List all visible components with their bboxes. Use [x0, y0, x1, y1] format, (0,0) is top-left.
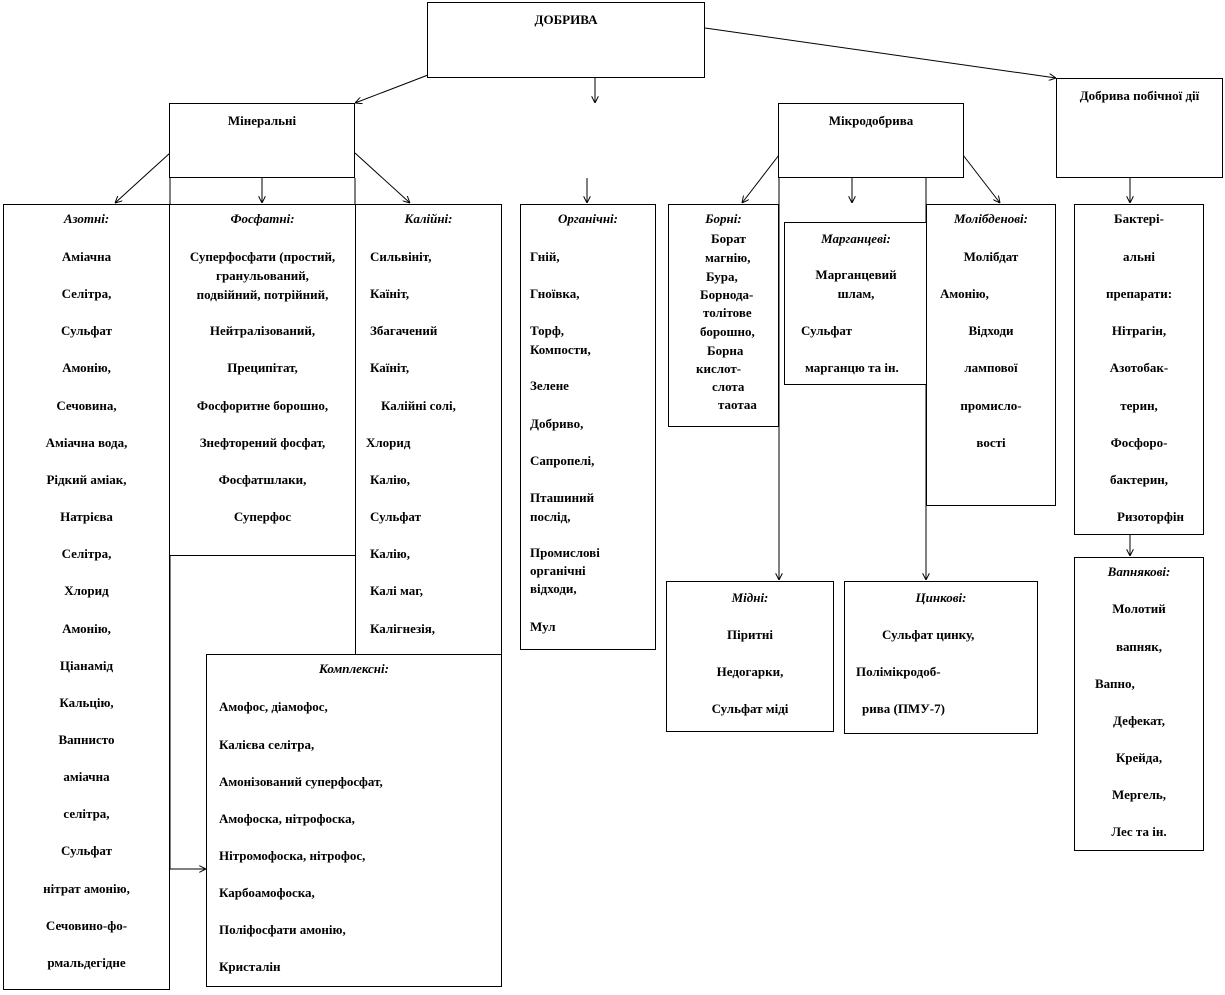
list-item: Полімікродоб-: [856, 664, 941, 679]
list-item: Борнода-: [700, 287, 754, 302]
list-item: Знефторений фосфат,: [199, 435, 326, 450]
list-item: Калі маг,: [370, 583, 423, 598]
list-item: Калію,: [370, 472, 410, 487]
list-item: нітрат амонію,: [43, 881, 130, 896]
list-item: рива (ПМУ-7): [862, 701, 945, 716]
list-item: Сульфат: [61, 323, 112, 338]
list-item: Бура,: [706, 269, 738, 284]
list-item: терин,: [1120, 398, 1158, 413]
lime-heading: Вапнякові:: [1107, 564, 1171, 579]
list-item: Кристалін: [219, 959, 281, 974]
manganese-heading: Марганцеві:: [821, 231, 891, 246]
list-item: Селітра,: [61, 546, 112, 561]
list-item: Хлорид: [366, 435, 411, 450]
list-item: Калію,: [370, 546, 410, 561]
list-item: Карбоамофоска,: [219, 885, 315, 900]
potassium-node: [355, 204, 502, 655]
list-item: Вапно,: [1095, 676, 1135, 691]
list-item: аміачна: [63, 769, 110, 784]
list-item: Гноївка,: [530, 286, 580, 301]
list-item: Дефекат,: [1113, 713, 1165, 728]
micro-node: [778, 103, 964, 178]
list-item: слота: [712, 379, 745, 394]
list-item: Відходи: [968, 323, 1014, 338]
list-item: послід,: [530, 509, 571, 524]
list-item: Нітромофоска, нітрофос,: [219, 848, 366, 863]
list-item: Калігнезія,: [370, 621, 436, 636]
list-item: гранульований,: [216, 268, 309, 283]
arrow-root-to-mineral: [355, 75, 428, 103]
list-item: Фосфоро-: [1110, 435, 1168, 450]
arrow-micro-to-molybdenum: [963, 155, 1000, 203]
list-item: Амонізований суперфосфат,: [219, 774, 383, 789]
list-item: Бактері-: [1114, 211, 1164, 226]
list-item: альні: [1123, 249, 1155, 264]
list-item: бактерин,: [1109, 472, 1169, 487]
list-item: Аміачна вода,: [45, 435, 128, 450]
list-item: Пташиний: [530, 490, 595, 505]
potassium-heading: Калійні:: [404, 211, 453, 226]
list-item: Молотий: [1112, 601, 1166, 616]
list-item: Вапнисто: [58, 732, 115, 747]
list-item: Промислові: [530, 545, 600, 560]
list-item: Амофос, діамофос,: [219, 699, 328, 714]
list-item: Борат: [711, 231, 746, 246]
list-item: Сечовина,: [56, 398, 117, 413]
list-item: Каїніт,: [370, 360, 410, 375]
boron-heading: Борні:: [705, 211, 742, 226]
nitrogen-heading: Азотні:: [63, 211, 110, 226]
list-item: Мул: [530, 619, 556, 634]
list-item: Рідкий аміак,: [46, 472, 127, 487]
arrow-micro-to-boron: [742, 155, 779, 203]
molybdenum-node: [926, 204, 1056, 506]
list-item: Сульфат: [61, 843, 112, 858]
side-effect-node: [1056, 78, 1223, 178]
zinc-heading: Цинкові:: [915, 590, 967, 605]
list-item: Добриво,: [530, 416, 584, 431]
micro-title: Мікродобрива: [828, 113, 914, 128]
list-item: Недогарки,: [716, 664, 784, 679]
list-item: відходи,: [530, 581, 577, 596]
list-item: Амофоска, нітрофоска,: [219, 811, 355, 826]
arrow-mineral-to-nitrogen: [115, 153, 170, 203]
complex-node: [206, 654, 502, 987]
list-item: толітове: [703, 305, 752, 320]
list-item: препарати:: [1105, 286, 1173, 301]
side-effect-title: Добрива побічної дії: [1079, 88, 1200, 103]
list-item: органічні: [530, 563, 586, 578]
list-item: Компости,: [530, 342, 591, 357]
list-item: Лес та ін.: [1111, 824, 1167, 839]
bacterial-node: [1074, 204, 1204, 535]
list-item: Мергель,: [1111, 787, 1167, 802]
list-item: вапняк,: [1115, 639, 1163, 654]
list-item: Амонію,: [62, 621, 111, 636]
copper-node: [666, 581, 834, 732]
list-item: Суперфосфати (простий,: [189, 249, 336, 264]
list-item: Амонію,: [940, 286, 989, 301]
list-item: Суперфос: [233, 509, 292, 524]
boron-node: [668, 204, 779, 427]
nitrogen-node: [3, 204, 170, 990]
lime-node: [1074, 557, 1204, 851]
list-item: Марганцевий: [815, 267, 897, 282]
list-item: магнію,: [705, 250, 751, 265]
list-item: Ризоторфін: [1117, 509, 1184, 524]
list-item: Ціанамід: [59, 658, 114, 673]
molybdenum-heading: Молібденові:: [953, 211, 1028, 226]
list-item: вості: [976, 435, 1006, 450]
list-item: Сульфат: [370, 509, 421, 524]
list-item: Борна: [707, 343, 744, 358]
list-item: Піритні: [727, 627, 773, 642]
list-item: Хлорид: [64, 583, 109, 598]
list-item: Зелене: [530, 378, 569, 393]
mineral-title: Мінеральні: [227, 113, 297, 128]
phosphate-heading: Фосфатні:: [230, 211, 295, 226]
list-item: кислот-: [696, 361, 742, 376]
list-item: Амонію,: [62, 360, 111, 375]
list-item: Сульфат міді: [711, 701, 789, 716]
organic-node: [520, 204, 656, 650]
root-node: [427, 2, 705, 78]
list-item: Фосфатшлаки,: [218, 472, 307, 487]
list-item: Торф,: [530, 323, 565, 338]
list-item: Сульфат: [801, 323, 852, 338]
list-item: Фосфоритне борошно,: [196, 398, 329, 413]
list-item: промисло-: [960, 398, 1022, 413]
list-item: рмальдегідне: [47, 955, 126, 970]
list-item: Нітрагін,: [1111, 323, 1167, 338]
manganese-node: [784, 222, 928, 385]
list-item: Сапропелі,: [530, 453, 595, 468]
complex-heading: Комплексні:: [319, 661, 389, 676]
list-item: Натрієва: [60, 509, 113, 524]
list-item: Поліфосфати амонію,: [219, 922, 346, 937]
list-item: Гній,: [530, 249, 560, 264]
list-item: Азотобак-: [1109, 360, 1169, 375]
copper-heading: Мідні:: [731, 590, 769, 605]
list-item: Кальцію,: [59, 695, 114, 710]
list-item: Нейтралізований,: [209, 323, 316, 338]
list-item: таотаа: [718, 397, 757, 412]
list-item: подвійний, потрійний,: [196, 287, 329, 302]
list-item: марганцю та ін.: [805, 360, 899, 375]
list-item: Молібдат: [963, 249, 1019, 264]
arrow-root-to-side: [705, 28, 1056, 78]
list-item: Селітра,: [61, 286, 112, 301]
list-item: шлам,: [837, 286, 875, 301]
root-title: ДОБРИВА: [534, 12, 598, 27]
list-item: борошно,: [700, 324, 755, 339]
list-item: Аміачна: [61, 249, 112, 264]
list-item: Преципітат,: [227, 360, 298, 375]
list-item: Калійні солі,: [381, 398, 456, 413]
list-item: лампової: [964, 360, 1018, 375]
list-item: Сильвініт,: [370, 249, 432, 264]
mineral-node: [169, 103, 355, 178]
list-item: Крейда,: [1115, 750, 1163, 765]
list-item: Збагачений: [370, 323, 438, 338]
list-item: селітра,: [63, 806, 110, 821]
list-item: Сульфат цинку,: [882, 627, 975, 642]
list-item: Сечовино-фо-: [45, 918, 128, 933]
arrow-mineral-to-potassium: [355, 153, 410, 203]
phosphate-node: [169, 204, 356, 556]
organic-heading: Органічні:: [558, 211, 618, 226]
list-item: Калієва селітра,: [219, 737, 315, 752]
zinc-node: [844, 581, 1038, 734]
list-item: Каїніт,: [370, 286, 410, 301]
